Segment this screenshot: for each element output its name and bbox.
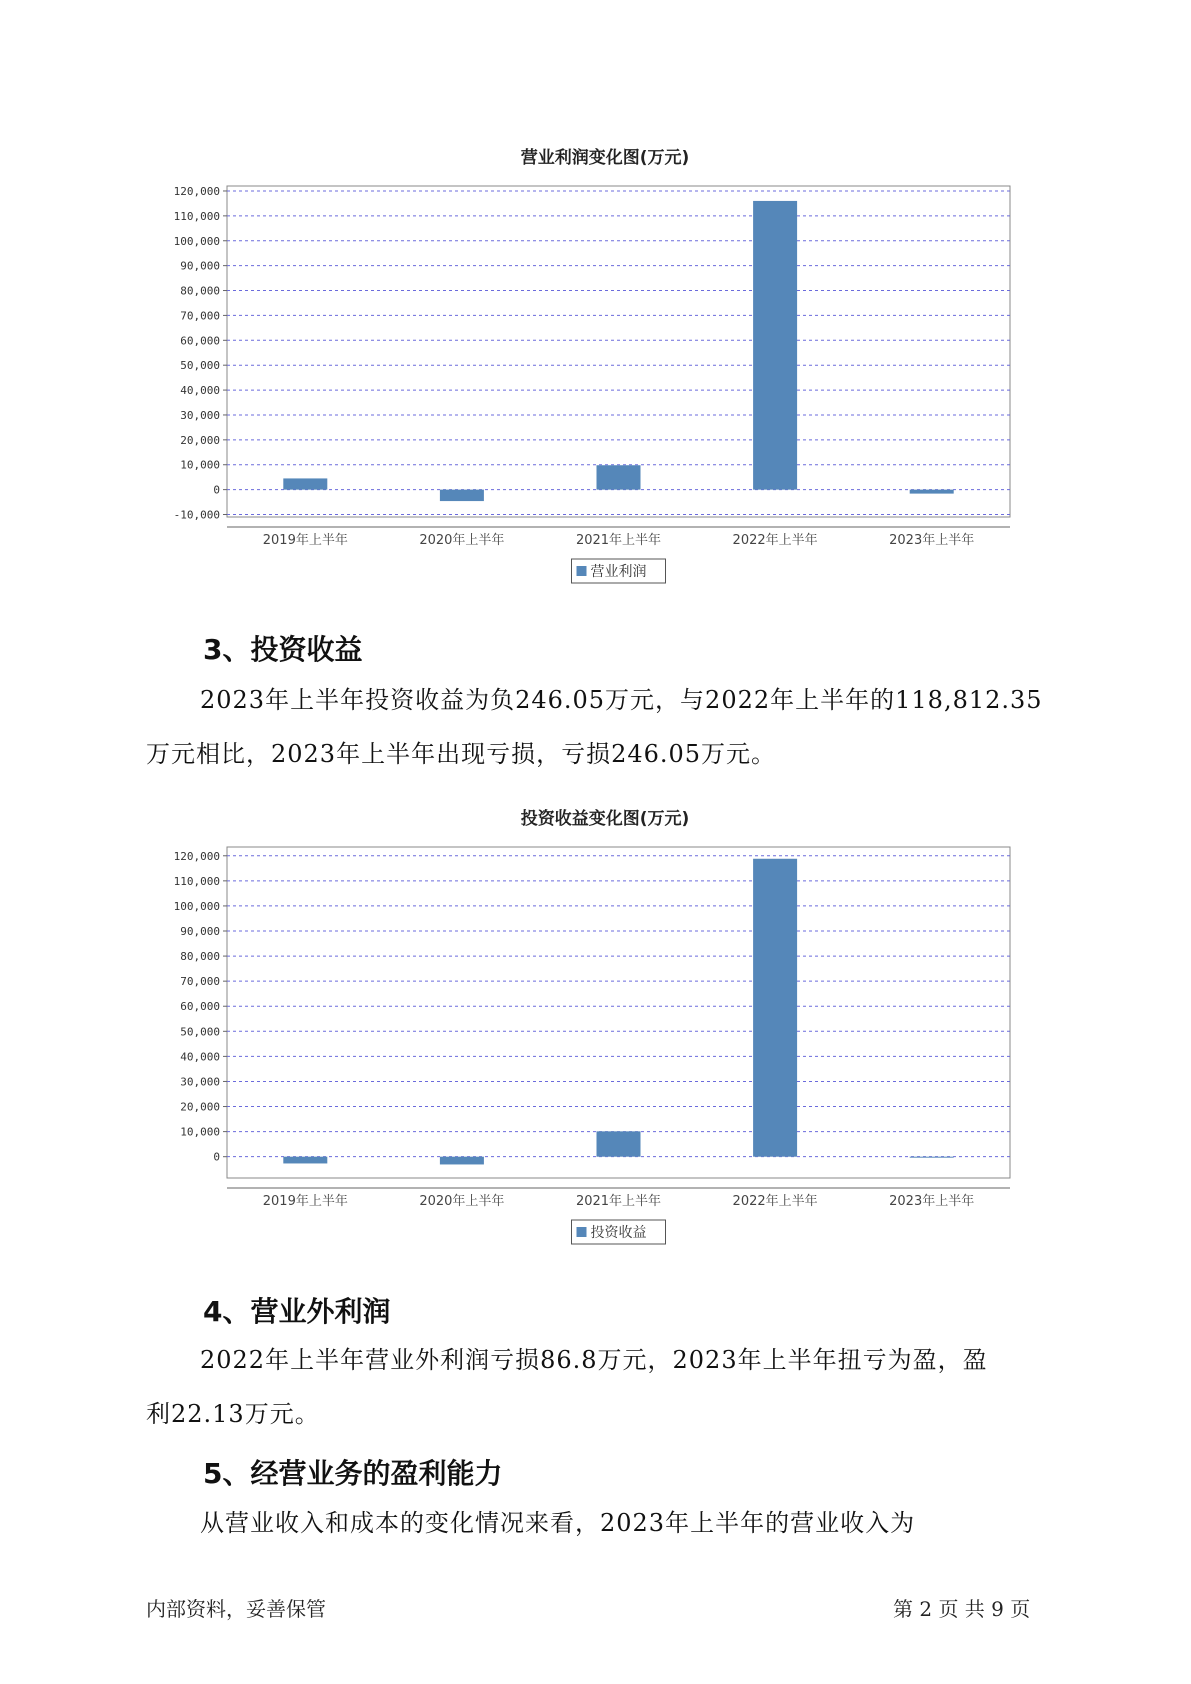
- y-tick-label: 50,000: [180, 1025, 220, 1039]
- y-tick-label: 40,000: [180, 384, 220, 398]
- x-tick-label: 2023年上半年: [889, 1194, 975, 1209]
- x-tick-label: 2021年上半年: [575, 533, 662, 548]
- section4-para-line1: 2022年上半年营业外利润亏损86.8万元，2023年上半年扭亏为盈，盈: [200, 1346, 988, 1374]
- x-tick-label: 2023年上半年: [889, 533, 975, 548]
- y-tick-label: 100,000: [173, 899, 220, 913]
- y-tick-label: 0: [213, 1150, 220, 1164]
- y-tick-label: 70,000: [180, 975, 220, 989]
- x-tick-label: 2020年上半年: [419, 1194, 505, 1209]
- y-tick-label: 60,000: [180, 334, 220, 348]
- y-tick-label: 40,000: [180, 1050, 220, 1064]
- y-tick-label: 120,000: [173, 849, 220, 863]
- bar-2020年上半年: [440, 1157, 484, 1165]
- y-tick-label: 50,000: [180, 359, 220, 373]
- section3-para-line2: 万元相比，2023年上半年出现亏损，亏损246.05万元。: [146, 740, 777, 768]
- y-tick-label: 100,000: [173, 234, 220, 248]
- bar-2022年上半年: [753, 859, 797, 1157]
- y-tick-label: 80,000: [180, 284, 220, 298]
- plot-frame: [227, 847, 1010, 1178]
- y-tick-label: 60,000: [180, 1000, 220, 1014]
- x-tick-label: 2022年上半年: [732, 533, 818, 548]
- y-tick-label: 20,000: [180, 1100, 220, 1114]
- x-tick-label: 2022年上半年: [732, 1194, 818, 1209]
- section4-para-line2: 利22.13万元。: [146, 1400, 320, 1428]
- section5-heading: 5、经营业务的盈利能力: [203, 1457, 503, 1490]
- y-tick-label: 10,000: [180, 1125, 220, 1139]
- footer-confidential-note: 内部资料，妥善保管: [146, 1597, 326, 1621]
- y-tick-label: 10,000: [180, 458, 220, 472]
- y-tick-label: 30,000: [180, 408, 220, 422]
- x-tick-label: 2019年上半年: [262, 1194, 348, 1209]
- chart2-title: 投资收益变化图(万元): [520, 809, 690, 829]
- x-tick-label: 2020年上半年: [419, 533, 505, 548]
- bar-2023年上半年: [910, 1157, 954, 1158]
- legend-swatch: [577, 1227, 587, 1237]
- legend-label: 营业利润: [590, 564, 647, 580]
- section5-para-line1: 从营业收入和成本的变化情况来看，2023年上半年的营业收入为: [200, 1509, 916, 1537]
- y-tick-label: 70,000: [180, 309, 220, 323]
- y-tick-label: 90,000: [180, 259, 220, 273]
- y-tick-label: -10,000: [173, 508, 220, 522]
- y-tick-label: 110,000: [173, 874, 220, 888]
- x-tick-label: 2019年上半年: [262, 533, 348, 548]
- section4-heading: 4、营业外利润: [203, 1295, 391, 1328]
- y-tick-label: 0: [213, 483, 220, 497]
- y-tick-label: 90,000: [180, 925, 220, 939]
- y-tick-label: 80,000: [180, 950, 220, 964]
- bar-2021年上半年: [597, 1131, 641, 1156]
- x-tick-label: 2021年上半年: [575, 1194, 662, 1209]
- y-tick-label: 120,000: [173, 184, 220, 198]
- footer-page-number: 第 2 页 共 9 页: [893, 1597, 1031, 1621]
- chart1-title: 营业利润变化图(万元): [520, 148, 690, 168]
- y-tick-label: 30,000: [180, 1075, 220, 1089]
- section3-para-line1: 2023年上半年投资收益为负246.05万元，与2022年上半年的118,812.35: [200, 686, 1043, 714]
- section3-heading: 3、投资收益: [203, 633, 363, 666]
- y-tick-label: 20,000: [180, 433, 220, 447]
- legend-label: 投资收益: [590, 1225, 647, 1241]
- y-tick-label: 110,000: [173, 209, 220, 223]
- bar-2019年上半年: [283, 1157, 327, 1164]
